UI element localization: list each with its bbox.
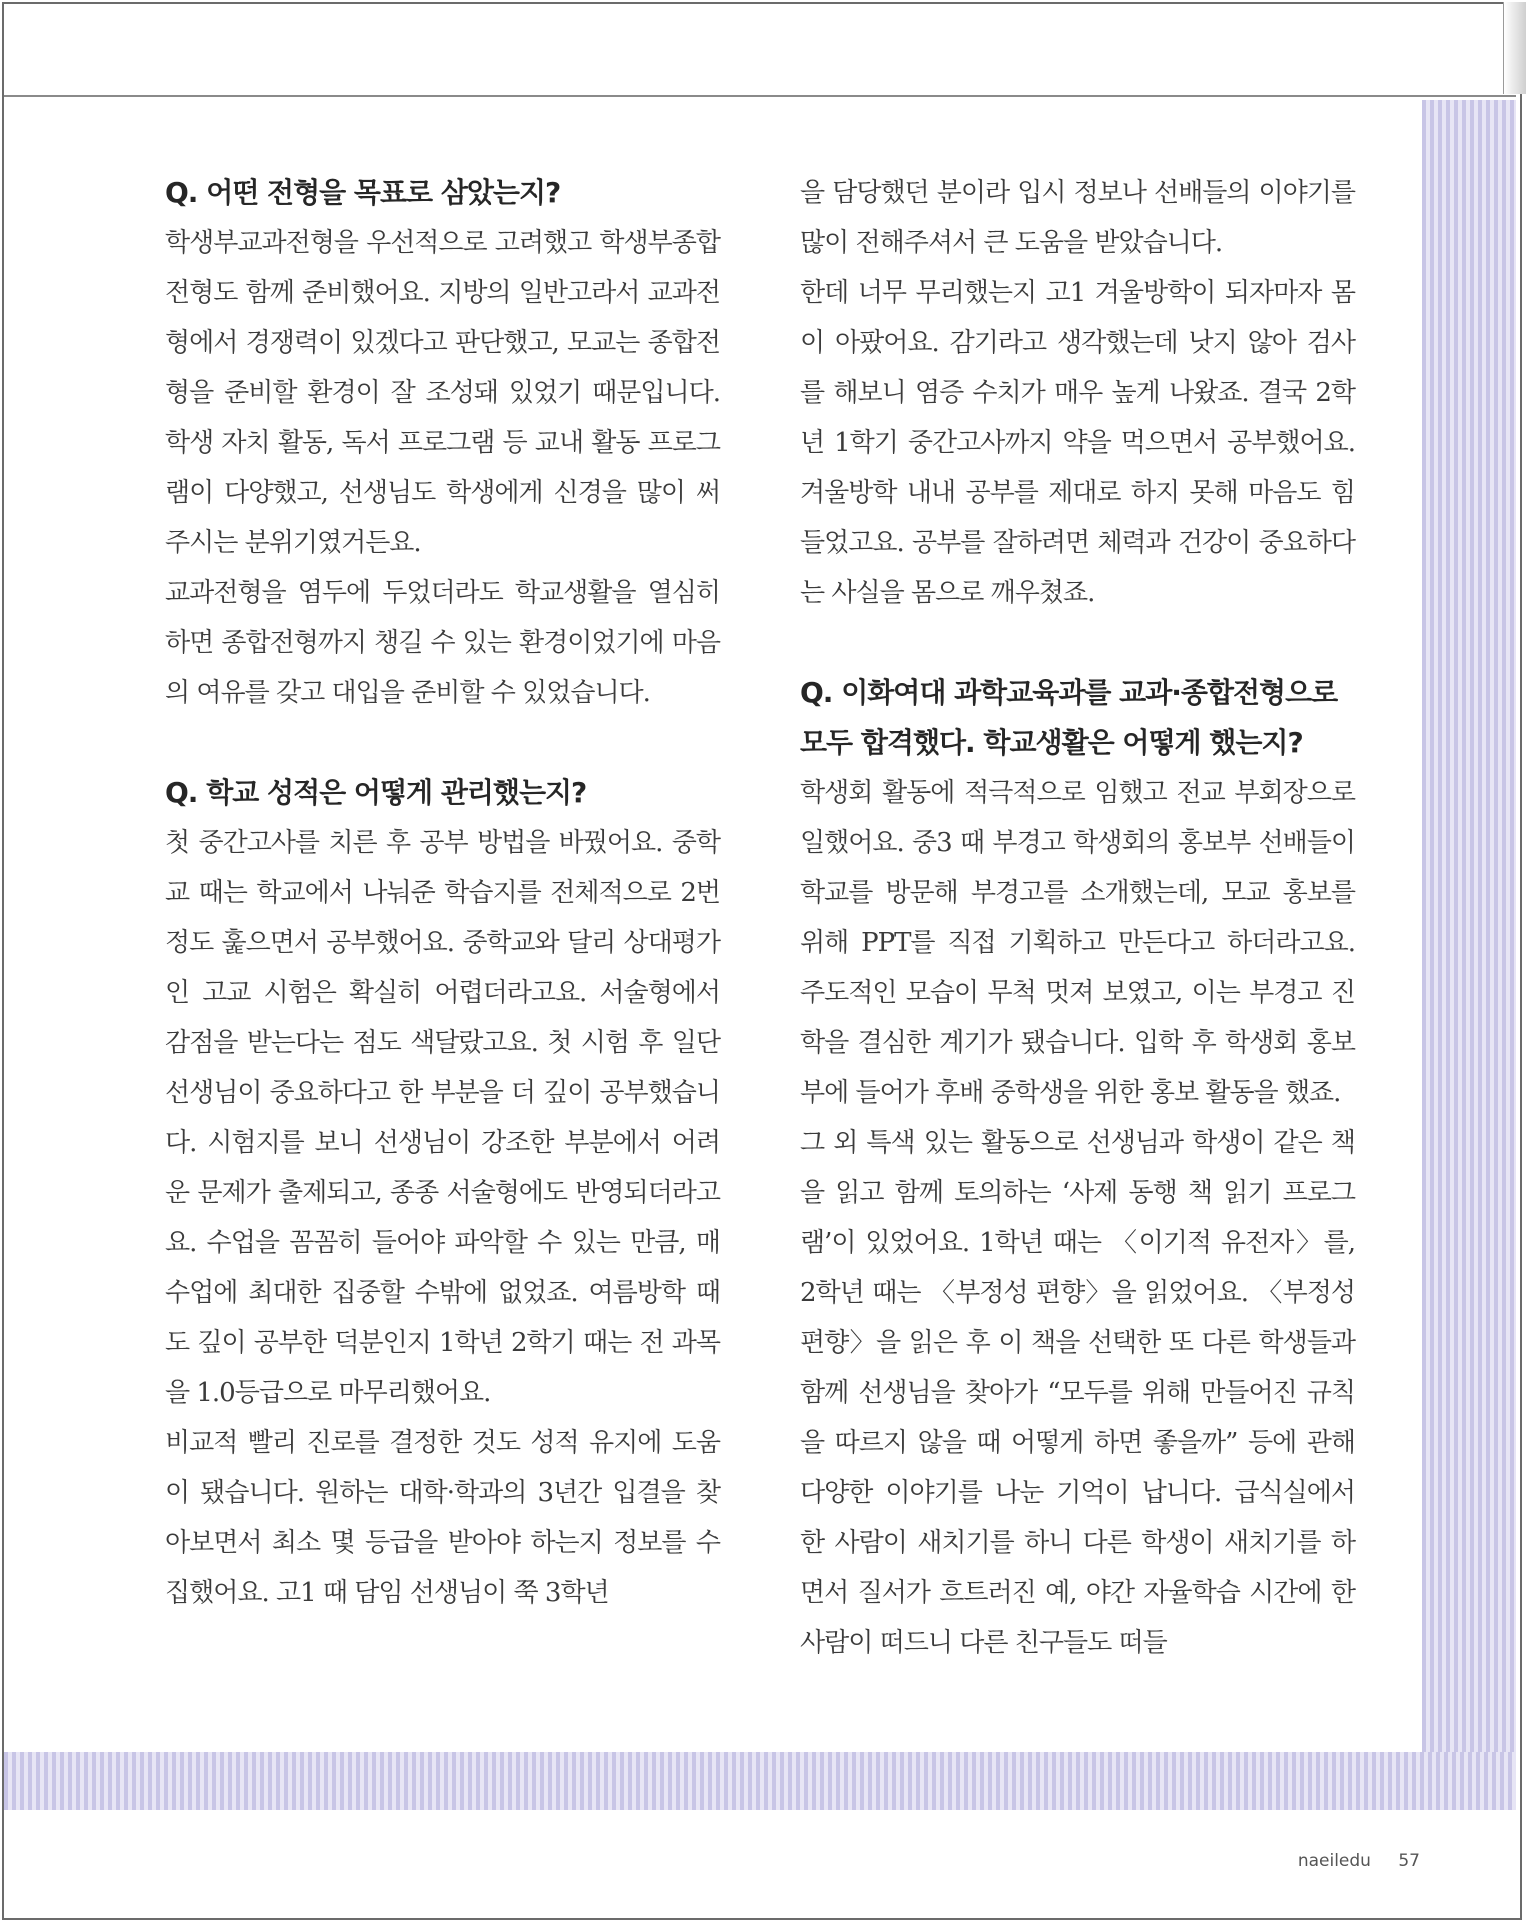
left-column [165, 168, 720, 1618]
question-heading: Q. 어떤 전형을 목표로 삼았는지? [165, 176, 561, 209]
answer-paragraph: 그 외 특색 있는 활동으로 선생님과 학생이 같은 책을 읽고 함께 토의하는 ‘사제 동행 책 읽기 프로그램’이 있었어요. 1학년 때는 〈이기적 유전자〉를, 2학년 때는 〈부정성 편향〉을 읽었어요. 〈부정성 편향〉을 읽은 후 이 책을 선택한 또 다른 학생들과 함께 선생님을 찾아가 “모두를 위해 만들어진 규칙을 따르지 않을 때 어떻게 하면 좋을까” 등에 관해 다양한 이야기를 나눈 기억이 납니다. 급식실에서 한 사람이 새치기를 하니 다른 학생이 새치기를 하면서 질서가 흐트러진 예, 야간 자율학습 시간에 한 사람이 떠드니 다른 친구들도 떠들 [800, 1128, 1355, 1658]
page-footer [1298, 1851, 1420, 1871]
decorative-stripe-right [1422, 100, 1516, 1755]
answer-paragraph: 학생회 활동에 적극적으로 임했고 전교 부회장으로 일했어요. 중3 때 부경고 학생회의 홍보부 선배들이 학교를 방문해 부경고를 소개했는데, 모교 홍보를 위해 PPT를 직접 기획하고 만든다고 하더라고요. 주도적인 모습이 무척 멋져 보였고, 이는 부경고 진학을 결심한 계기가 됐습니다. 입학 후 학생회 홍보부에 들어가 후배 중학생을 위한 홍보 활동을 했죠. [800, 778, 1355, 1108]
page-number: 57 [1398, 1851, 1420, 1871]
decorative-stripe-bottom [4, 1752, 1516, 1810]
answer-paragraph: 한데 너무 무리했는지 고1 겨울방학이 되자마자 몸이 아팠어요. 감기라고 생각했는데 낫지 않아 검사를 해보니 염증 수치가 매우 높게 나왔죠. 결국 2학년 1학기 중간고사까지 약을 먹으면서 공부했어요. 겨울방학 내내 공부를 제대로 하지 못해 마음도 힘들었고요. 공부를 잘하려면 체력과 건강이 중요하다는 사실을 몸으로 깨우쳤죠. [800, 278, 1355, 608]
page-corner-fold [1503, 2, 1526, 94]
answer-paragraph: 학생부교과전형을 우선적으로 고려했고 학생부종합전형도 함께 준비했어요. 지방의 일반고라서 교과전형에서 경쟁력이 있겠다고 판단했고, 모교는 종합전형을 준비할 환경이 잘 조성돼 있었기 때문입니다. 학생 자치 활동, 독서 프로그램 등 교내 활동 프로그램이 다양했고, 선생님도 학생에게 신경을 많이 써주시는 분위기였거든요. [165, 228, 720, 558]
right-column [800, 168, 1355, 1668]
question-heading: Q. 이화여대 과학교육과를 교과·종합전형으로 모두 합격했다. 학교생활은 어떻게 했는지? [800, 676, 1338, 759]
answer-paragraph: 첫 중간고사를 치른 후 공부 방법을 바꿨어요. 중학교 때는 학교에서 나눠준 학습지를 전체적으로 2번 정도 훑으면서 공부했어요. 중학교와 달리 상대평가인 고교 시험은 확실히 어렵더라고요. 서술형에서 감점을 받는다는 점도 색달랐고요. 첫 시험 후 일단 선생님이 중요하다고 한 부분을 더 깊이 공부했습니다. 시험지를 보니 선생님이 강조한 부분에서 어려운 문제가 출제되고, 종종 서술형에도 반영되더라고요. 수업을 꼼꼼히 들어야 파악할 수 있는 만큼, 매 수업에 최대한 집중할 수밖에 없었죠. 여름방학 때도 깊이 공부한 덕분인지 1학년 2학기 때는 전 과목을 1.0등급으로 마무리했어요. [165, 828, 720, 1408]
section-gap [165, 718, 720, 768]
publication-name: naeiledu [1297, 1851, 1371, 1871]
top-rule [4, 95, 1516, 97]
answer-paragraph: 교과전형을 염두에 두었더라도 학교생활을 열심히 하면 종합전형까지 챙길 수 있는 환경이었기에 마음의 여유를 갖고 대입을 준비할 수 있었습니다. [165, 578, 720, 708]
answer-paragraph: 비교적 빨리 진로를 결정한 것도 성적 유지에 도움이 됐습니다. 원하는 대학·학과의 3년간 입결을 찾아보면서 최소 몇 등급을 받아야 하는지 정보를 수집했어요. 고1 때 담임 선생님이 쭉 3학년 [165, 1428, 720, 1608]
answer-paragraph: 을 담당했던 분이라 입시 정보나 선배들의 이야기를 많이 전해주셔서 큰 도움을 받았습니다. [800, 178, 1355, 258]
section-gap [800, 618, 1355, 668]
question-heading: Q. 학교 성적은 어떻게 관리했는지? [165, 776, 587, 809]
